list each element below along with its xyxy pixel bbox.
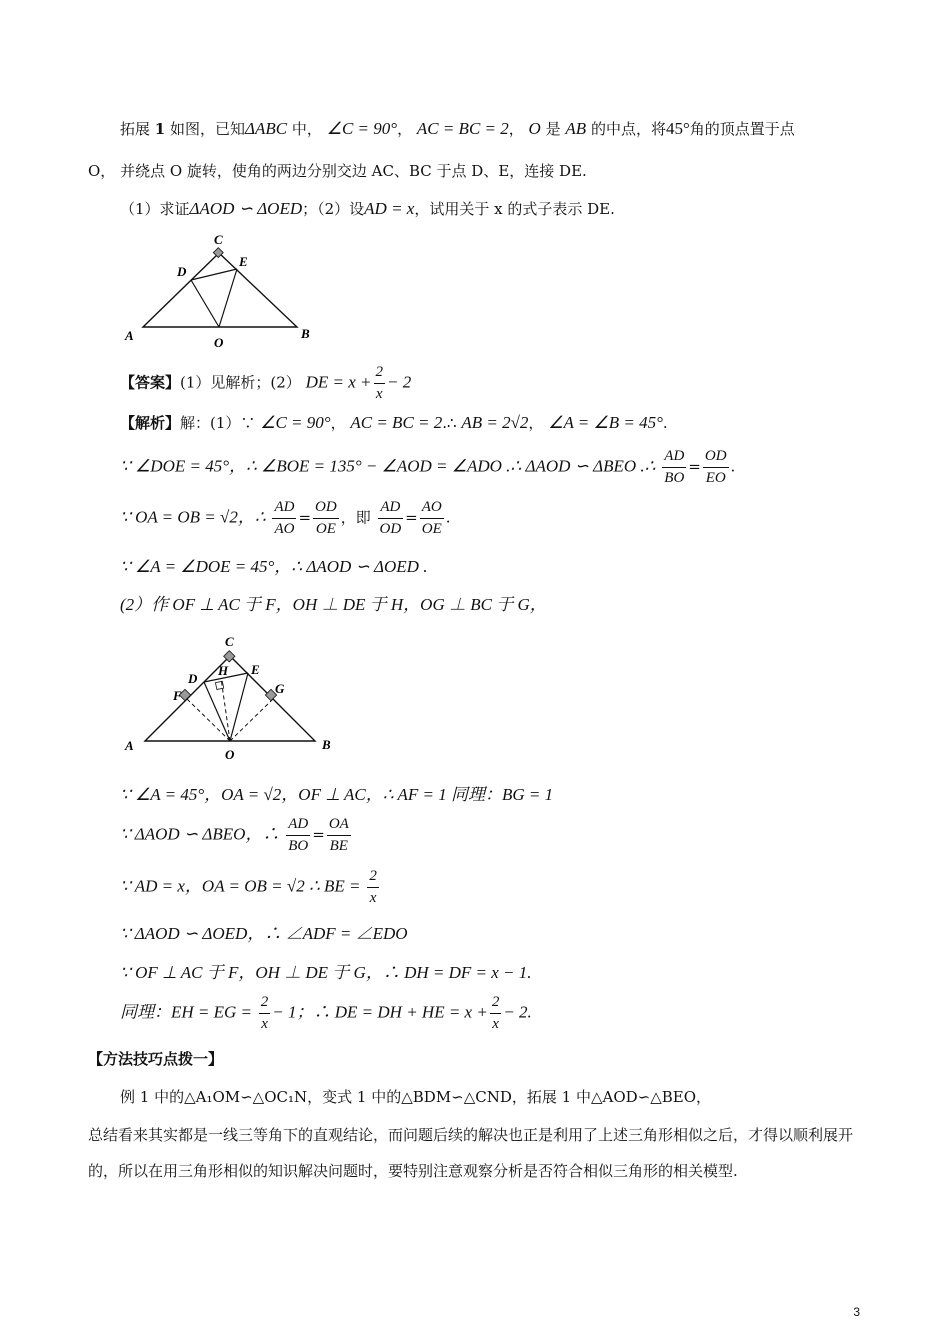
label-b: B bbox=[301, 326, 310, 341]
math: AC = BC = 2 bbox=[416, 119, 509, 138]
math: AB = 2√2 bbox=[461, 413, 529, 432]
page-number: 3 bbox=[853, 1305, 860, 1319]
method-paragraph-1: 例 1 中的△A₁OM∽△OC₁N，变式 1 中的△BDM∽△CND，拓展 1 中△AOD∽△BEO， bbox=[120, 1088, 712, 1106]
label-e: E bbox=[239, 254, 248, 269]
denominator: OD bbox=[379, 521, 402, 537]
analysis-line-7 bbox=[120, 814, 353, 857]
numerator: AD bbox=[378, 497, 404, 519]
denominator: BO bbox=[288, 838, 309, 854]
segment-od bbox=[191, 280, 219, 327]
fraction bbox=[378, 497, 404, 540]
label-e: E bbox=[251, 662, 260, 677]
numerator: AD bbox=[662, 446, 686, 468]
math: AB bbox=[565, 119, 587, 138]
numerator: AD bbox=[286, 814, 310, 836]
math: ∵ ΔAOD ∽ ΔBEO，∴ bbox=[120, 824, 280, 844]
figure-1-triangle bbox=[115, 228, 325, 353]
denominator: x bbox=[375, 386, 383, 402]
segment-oe bbox=[230, 673, 248, 741]
fraction bbox=[490, 992, 502, 1035]
text: 中， bbox=[291, 120, 322, 138]
text: 是 bbox=[545, 120, 561, 138]
text: 的中点，将 bbox=[590, 120, 666, 138]
triangle-abc bbox=[145, 656, 315, 741]
denominator: OE bbox=[315, 521, 336, 537]
text: . bbox=[445, 508, 451, 527]
fraction bbox=[662, 446, 686, 489]
denominator: EO bbox=[705, 470, 726, 486]
math: ∠C = 90° bbox=[326, 119, 398, 138]
analysis-line-1 bbox=[120, 412, 668, 433]
text: （1）求证 bbox=[120, 200, 190, 218]
analysis-line-9: ∵ ΔAOD ∽ ΔOED，∴ ∠ADF = ∠EDO bbox=[120, 924, 408, 943]
math: AD = x bbox=[364, 199, 415, 218]
math: ∠A = ∠B = 45° bbox=[548, 413, 663, 432]
analysis-label: 【解析】 bbox=[120, 414, 181, 432]
numerator: OA bbox=[327, 814, 351, 836]
fraction bbox=[703, 446, 729, 489]
label-o: O bbox=[225, 747, 235, 762]
math: 45° bbox=[665, 119, 690, 138]
denominator: x bbox=[492, 1016, 499, 1032]
label-d: D bbox=[188, 671, 198, 686]
fraction bbox=[259, 992, 271, 1035]
denominator: AO bbox=[274, 521, 295, 537]
label-a: A bbox=[125, 328, 134, 343]
numerator: AD bbox=[272, 497, 296, 519]
text: . bbox=[662, 414, 668, 432]
math: ∵ ∠DOE = 45°，∴ ∠BOE = 135° − ∠AOD = ∠ADO .∴ ΔAOD ∽ ΔBEO .∴ bbox=[120, 456, 656, 476]
text: ，即 bbox=[340, 508, 371, 527]
label-c: C bbox=[214, 232, 223, 247]
denominator: OE bbox=[421, 521, 442, 537]
math: ∠C = 90° bbox=[260, 413, 331, 432]
fraction bbox=[313, 497, 339, 540]
denominator: x bbox=[261, 1016, 268, 1032]
label-d: D bbox=[177, 264, 187, 279]
problem-prefix: 拓展 bbox=[120, 120, 151, 138]
numerator: 2 bbox=[367, 866, 379, 888]
label-h: H bbox=[218, 663, 229, 678]
analysis-line-8 bbox=[120, 866, 381, 909]
fraction bbox=[374, 362, 386, 405]
segment-oe bbox=[219, 269, 237, 327]
analysis-line-4: ∵ ∠A = ∠DOE = 45°，∴ ΔAOD ∽ ΔOED . bbox=[120, 557, 428, 576]
numerator: AO bbox=[420, 497, 444, 519]
numerator: 2 bbox=[259, 992, 271, 1014]
fraction bbox=[286, 814, 310, 857]
math: ∵ ∠A = 45°，OA = √2，OF ⊥ AC，∴ AF = 1 同理：BG = 1 bbox=[120, 785, 554, 804]
answer-line bbox=[120, 362, 411, 405]
math: DE = x + bbox=[305, 372, 372, 392]
analysis-line-11 bbox=[120, 992, 532, 1035]
fraction bbox=[327, 814, 351, 857]
math: ∵ AD = x，OA = OB = √2 ∴ BE = bbox=[120, 876, 361, 896]
analysis-line-5 bbox=[120, 590, 547, 615]
denominator: x bbox=[369, 890, 377, 906]
numerator: 2 bbox=[374, 362, 386, 384]
math: ΔABC bbox=[245, 119, 288, 138]
math: − 2. bbox=[503, 1002, 532, 1022]
math: ΔAOD ∽ ΔOED bbox=[189, 199, 303, 218]
problem-line-2: O， 并绕点 O 旋转，使角的两边分别交边 AC、BC 于点 D、E，连接 DE. bbox=[88, 162, 587, 180]
equals: = bbox=[298, 508, 312, 527]
equals: = bbox=[312, 825, 325, 844]
text: ， bbox=[330, 414, 346, 432]
analysis-line-2 bbox=[120, 446, 735, 489]
text: ， bbox=[508, 120, 524, 138]
method-label: 【方法技巧点拨一】 bbox=[88, 1050, 224, 1068]
text: 解：(1）∵ bbox=[180, 414, 256, 432]
label-a: A bbox=[125, 738, 134, 753]
problem-line-3 bbox=[120, 198, 615, 219]
method-paragraph-2: 总结看来其实都是一线三等角下的直观结论，而问题后续的解决也正是利用了上述三角形相似之后，才得以顺利展开的，所以在用三角形相似的知识解决问题时，要特别注意观察分析是否符合相似三角形的相关模型. bbox=[88, 1126, 854, 1180]
fraction bbox=[272, 497, 296, 540]
label-f: F bbox=[173, 688, 182, 703]
answer-label: 【答案】 bbox=[120, 373, 181, 392]
segment-of bbox=[187, 699, 230, 741]
fraction bbox=[420, 497, 444, 540]
equals: = bbox=[405, 508, 418, 527]
numerator: 2 bbox=[490, 992, 502, 1014]
label-c: C bbox=[225, 634, 234, 649]
math: O bbox=[528, 119, 541, 138]
segment-og bbox=[230, 699, 273, 741]
analysis-line-10: ∵ OF ⊥ AC 于 F，OH ⊥ DE 于 G，∴ DH = DF = x − 1. bbox=[120, 963, 532, 982]
text: .∴ bbox=[442, 414, 457, 432]
text: ；（2）设 bbox=[302, 200, 365, 218]
figure-2-triangle bbox=[115, 628, 340, 763]
analysis-line-6 bbox=[120, 780, 553, 805]
equals: = bbox=[688, 457, 701, 476]
text: (1）见解析；(2） bbox=[180, 373, 301, 392]
label-o: O bbox=[214, 335, 224, 350]
text: ，试用关于 x 的式子表示 DE. bbox=[414, 200, 615, 218]
triangle-abc bbox=[143, 253, 297, 327]
math: (2）作 OF ⊥ AC 于 F，OH ⊥ DE 于 H，OG ⊥ BC 于 G， bbox=[120, 595, 547, 614]
text: ， bbox=[397, 120, 413, 138]
numerator: OD bbox=[703, 446, 729, 468]
text: 角的顶点置于点 bbox=[689, 120, 795, 138]
text: . bbox=[730, 457, 736, 476]
analysis-line-3 bbox=[120, 497, 451, 540]
numerator: OD bbox=[313, 497, 339, 519]
denominator: BE bbox=[329, 838, 348, 854]
math: − 2 bbox=[387, 372, 412, 392]
math: AC = BC = 2 bbox=[350, 413, 443, 432]
fraction bbox=[367, 866, 379, 909]
label-g: G bbox=[275, 681, 285, 696]
math: − 1；∴ DE = DH + HE = x + bbox=[272, 1002, 488, 1022]
problem-number: 1 bbox=[154, 120, 166, 138]
label-b: B bbox=[322, 737, 331, 752]
denominator: BO bbox=[664, 470, 685, 486]
text: ， bbox=[528, 414, 544, 432]
math: ∵ OA = OB = √2，∴ bbox=[120, 507, 266, 527]
text: 如图，已知 bbox=[170, 120, 246, 138]
problem-line-1 bbox=[120, 118, 795, 139]
math: 同理：EH = EG = bbox=[120, 1002, 253, 1022]
